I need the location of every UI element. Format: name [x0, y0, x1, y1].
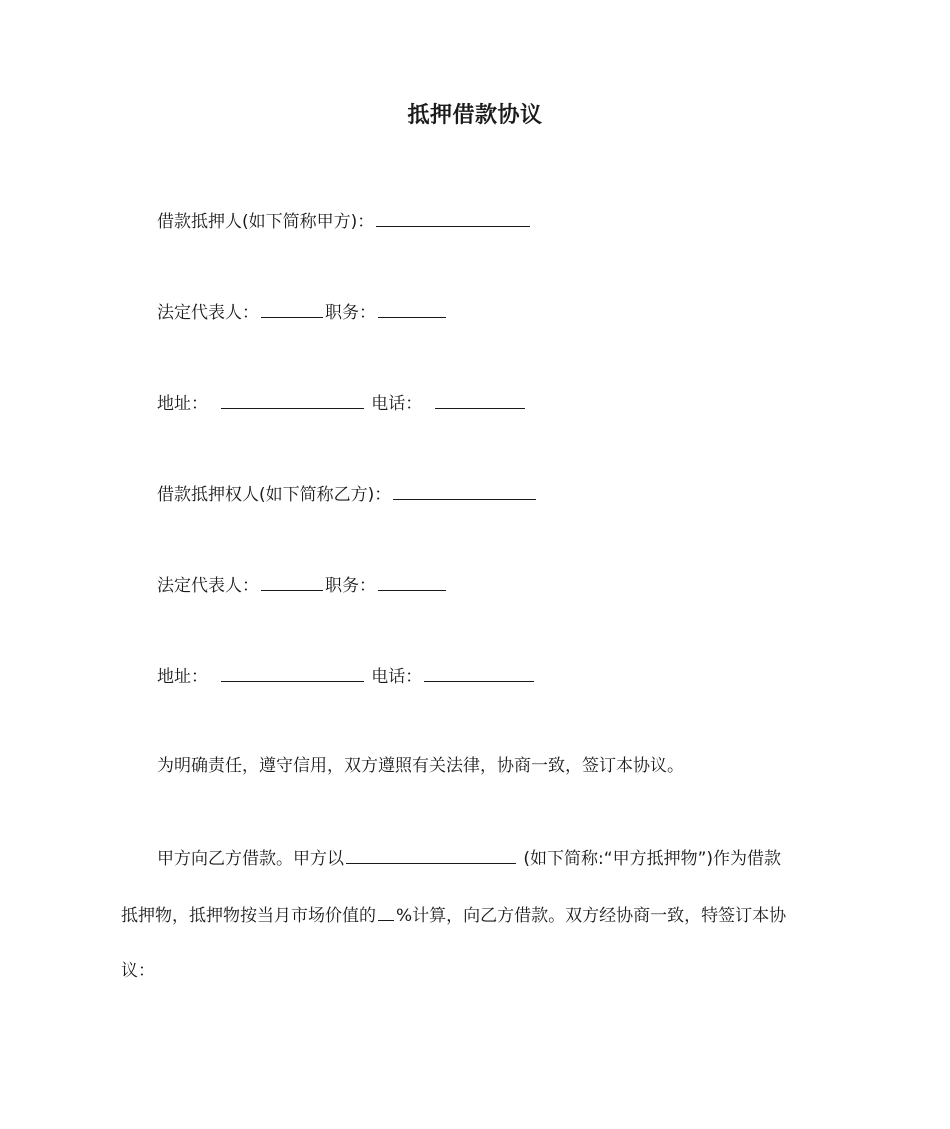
body-line-3: 议： — [121, 961, 155, 981]
party-a-position-label: 职务： — [325, 303, 376, 323]
party-b-phone-label: 电话： — [371, 667, 423, 687]
party-b-phone-blank[interactable] — [424, 663, 534, 682]
party-b-address-line — [157, 663, 536, 689]
party-b-rep-label: 法定代表人： — [157, 576, 259, 596]
document-title: 抵押借款协议 — [407, 103, 543, 128]
body-line-1 — [157, 845, 781, 871]
party-b-label: 借款抵押权人(如下简称乙方)： — [157, 485, 392, 505]
body-line-2 — [121, 902, 786, 928]
body-text-1: 甲方向乙方借款。甲方以 — [157, 849, 344, 869]
party-a-address-label: 地址： — [157, 394, 208, 414]
collateral-blank[interactable] — [346, 845, 516, 864]
party-a-rep-blank[interactable] — [261, 299, 323, 318]
body-text-3: 抵押物，抵押物按当月市场价值的 — [121, 906, 376, 926]
party-a-name-blank[interactable] — [376, 208, 530, 227]
party-a-rep-label: 法定代表人： — [157, 303, 259, 323]
intro-paragraph: 为明确责任，遵守信用，双方遵照有关法律，协商一致，签订本协议。 — [157, 756, 684, 776]
party-b-address-blank[interactable] — [221, 663, 364, 682]
party-a-line — [157, 208, 532, 234]
party-b-rep-blank[interactable] — [261, 572, 323, 591]
party-a-rep-line — [157, 299, 448, 325]
party-b-line — [157, 481, 538, 507]
party-a-address-blank[interactable] — [221, 390, 364, 409]
percentage-blank[interactable] — [378, 902, 394, 921]
party-b-address-label: 地址： — [157, 667, 208, 687]
party-b-position-label: 职务： — [325, 576, 376, 596]
body-text-2: (如下简称:“甲方抵押物”)作为借款 — [523, 849, 782, 869]
party-a-phone-label: 电话： — [371, 394, 423, 414]
party-a-address-line — [157, 390, 527, 416]
party-a-position-blank[interactable] — [378, 299, 446, 318]
party-a-phone-blank[interactable] — [435, 390, 525, 409]
party-b-name-blank[interactable] — [393, 481, 536, 500]
body-text-4: %计算，向乙方借款。双方经协商一致，特签订本协 — [396, 906, 787, 926]
party-b-position-blank[interactable] — [378, 572, 446, 591]
party-b-rep-line — [157, 572, 448, 598]
party-a-label: 借款抵押人(如下简称甲方)： — [157, 212, 375, 232]
